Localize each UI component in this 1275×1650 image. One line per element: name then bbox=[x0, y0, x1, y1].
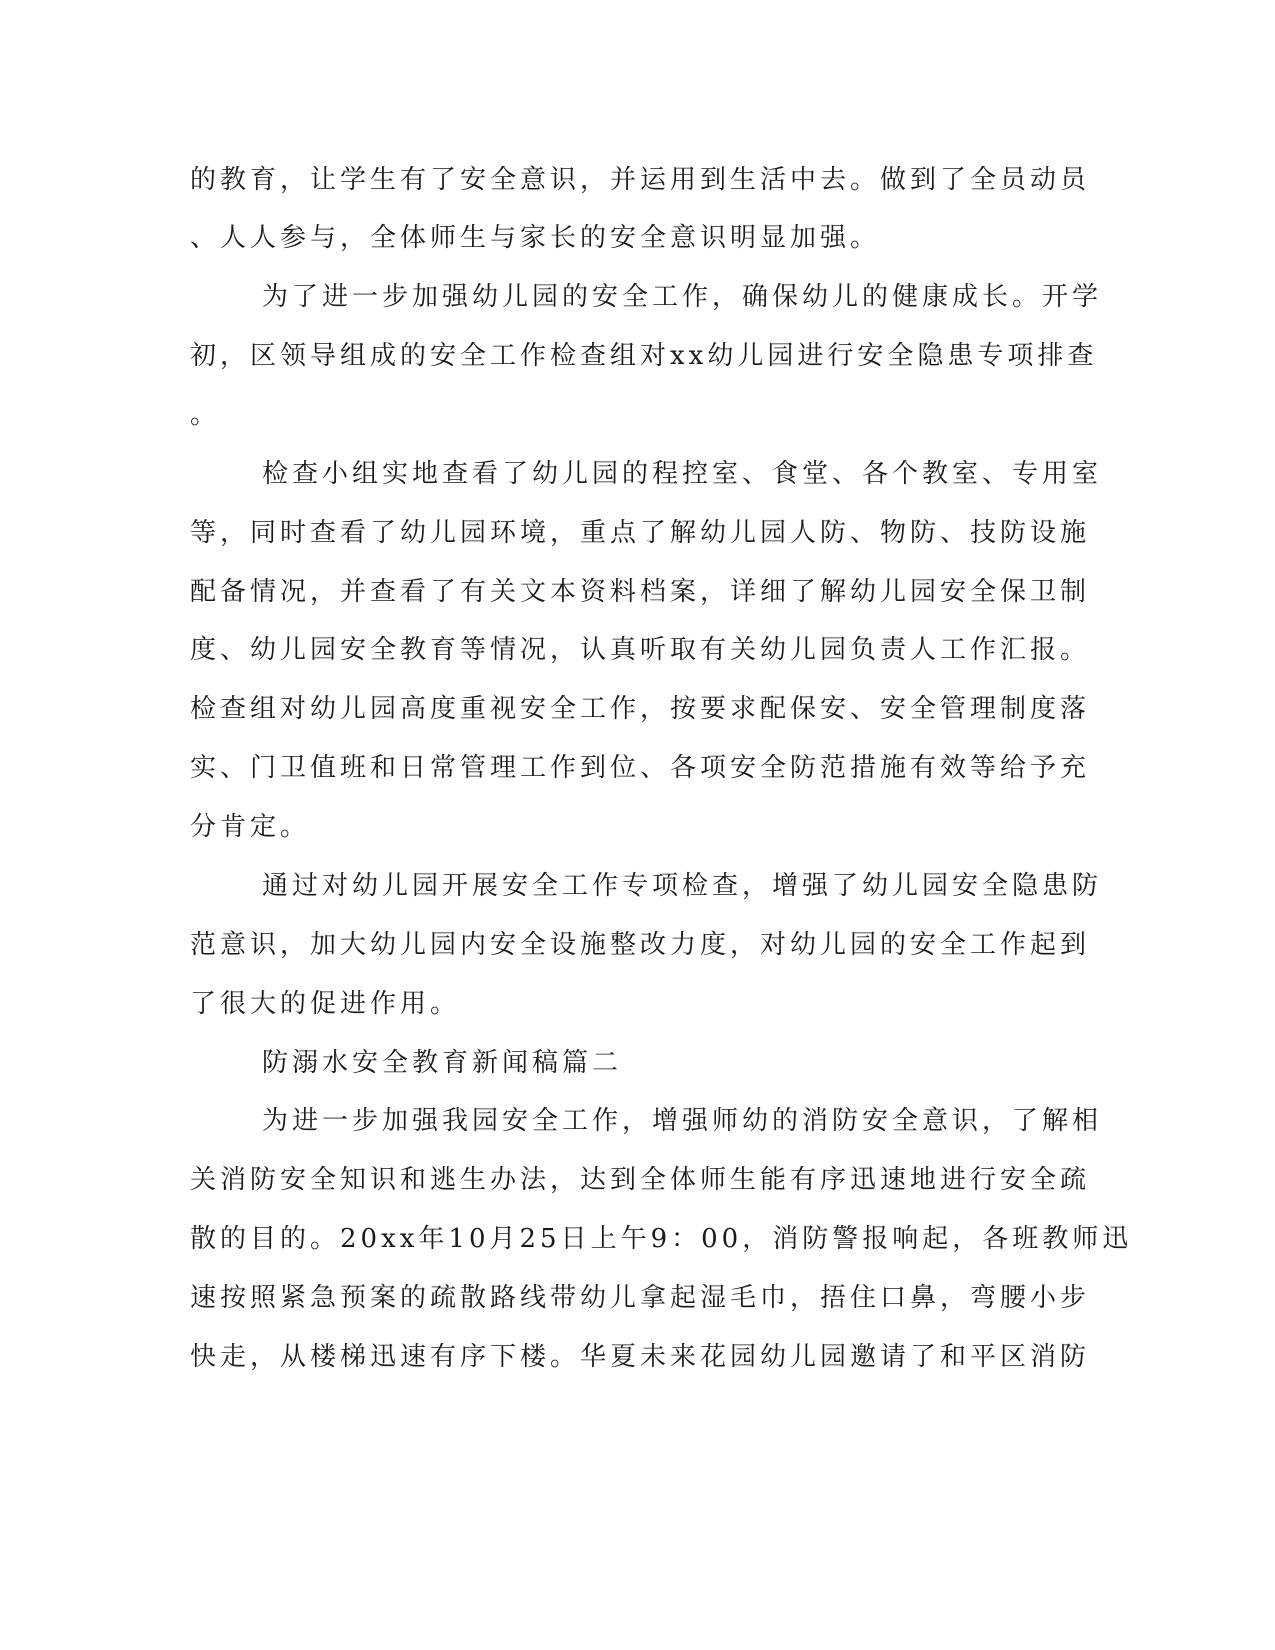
section-heading: 防溺水安全教育新闻稿篇二 bbox=[262, 1048, 623, 1078]
text-line: 的教育，让学生有了安全意识，并运用到生活中去。做到了全员动员 bbox=[190, 165, 1091, 195]
text-line: 配备情况，并查看了有关文本资料档案，详细了解幼儿园安全保卫制 bbox=[190, 577, 1091, 607]
text-line: 速按照紧急预案的疏散路线带幼儿拿起湿毛巾，捂住口鼻，弯腰小步 bbox=[190, 1283, 1091, 1313]
text-line: 分肯定。 bbox=[190, 812, 311, 842]
text-line: 初，区领导组成的安全工作检查组对xx幼儿园进行安全隐患专项排查 bbox=[190, 341, 1098, 371]
text-line: 快走，从楼梯迅速有序下楼。华夏未来花园幼儿园邀请了和平区消防 bbox=[190, 1342, 1091, 1372]
paragraph-start-line: 检查小组实地查看了幼儿园的程控室、食堂、各个教室、专用室 bbox=[262, 459, 1103, 489]
paragraph-start-line: 为了进一步加强幼儿园的安全工作，确保幼儿的健康成长。开学 bbox=[262, 282, 1103, 312]
paragraph-start-line: 通过对幼儿园开展安全工作专项检查，增强了幼儿园安全隐患防 bbox=[262, 871, 1103, 901]
text-line: 。 bbox=[190, 400, 221, 430]
text-line: 度、幼儿园安全教育等情况，认真听取有关幼儿园负责人工作汇报。 bbox=[190, 635, 1091, 665]
text-line: 关消防安全知识和逃生办法，达到全体师生能有序迅速地进行安全疏 bbox=[190, 1165, 1091, 1195]
text-line: 等，同时查看了幼儿园环境，重点了解幼儿园人防、物防、技防设施 bbox=[190, 518, 1091, 548]
text-line: 范意识，加大幼儿园内安全设施整改力度，对幼儿园的安全工作起到 bbox=[190, 930, 1091, 960]
text-line: 了很大的促进作用。 bbox=[190, 989, 461, 1019]
text-line: 检查组对幼儿园高度重视安全工作，按要求配保安、安全管理制度落 bbox=[190, 694, 1091, 724]
text-line: 散的目的。20xx年10月25日上午9：00，消防警报响起，各班教师迅 bbox=[190, 1224, 1133, 1254]
text-line: 、人人参与，全体师生与家长的安全意识明显加强。 bbox=[190, 223, 881, 253]
text-line: 实、门卫值班和日常管理工作到位、各项安全防范措施有效等给予充 bbox=[190, 753, 1091, 783]
paragraph-start-line: 为进一步加强我园安全工作，增强师幼的消防安全意识，了解相 bbox=[262, 1106, 1103, 1136]
